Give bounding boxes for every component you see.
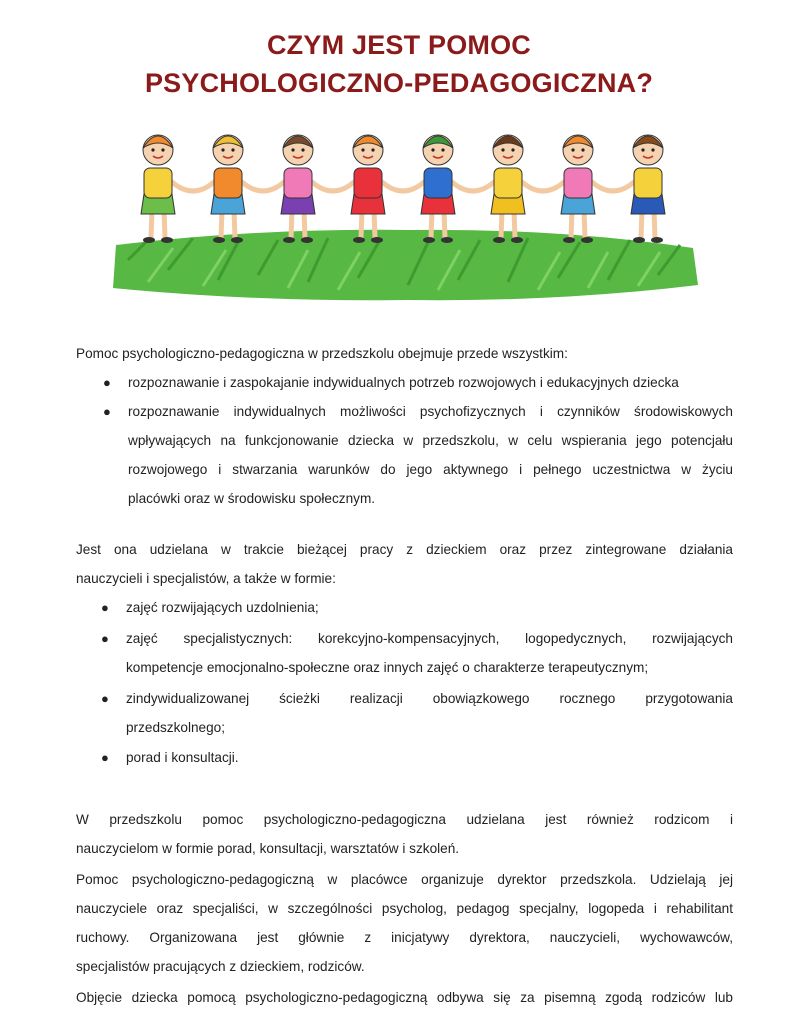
child-figure	[561, 135, 595, 243]
section1-bullet2-line1: rozpoznawanie indywidualnych możliwości psychofizycznych i czynników środowiskowych	[128, 404, 733, 419]
section2-bullet1-line1: zajęć rozwijających uzdolnienia;	[126, 600, 319, 615]
section3-p2-line2: nauczyciele oraz specjaliści, w szczególności psycholog, pedagog specjalny, logopeda i rehabilitant	[76, 901, 733, 916]
section3-p2-line1: Pomoc psychologiczno-pedagogiczną w placówce organizuje dyrektor przedszkola. Udzielają jej	[76, 872, 733, 887]
child-figure	[141, 135, 175, 243]
page-title-line-2: PSYCHOLOGICZNO-PEDAGOGICZNA?	[144, 68, 654, 98]
child-figure	[421, 135, 455, 243]
child-figure	[211, 135, 245, 243]
child-figure	[631, 135, 665, 243]
section3-p2-line4: specjalistów pracujących z dzieckiem, rodziców.	[76, 959, 365, 974]
section1-bullet2-line3: rozwojowego i stwarzania warunków do jego aktywnego i pełnego uczestnictwa w życiu	[128, 462, 733, 477]
section3-p3-line1: Objęcie dziecka pomocą psychologiczno-pedagogiczną odbywa się za pisemną zgodą rodziców lub	[76, 990, 733, 1005]
bullet-icon: ●	[103, 375, 111, 390]
grass-icon	[113, 230, 698, 300]
child-figure	[491, 135, 525, 243]
section2-intro-line2: nauczycieli i specjalistów, a także w formie:	[76, 571, 336, 586]
section3-p2-line3: ruchowy. Organizowana jest głównie z inicjatywy dyrektora, nauczycieli, wychowawców,	[76, 930, 733, 945]
section3-p1-line2: nauczycielom w formie porad, konsultacji, warsztatów i szkoleń.	[76, 841, 460, 856]
child-figure	[281, 135, 315, 243]
section2-bullet4-line1: porad i konsultacji.	[126, 750, 239, 765]
section1-bullet2-line4: placówki oraz w środowisku społecznym.	[128, 491, 376, 506]
bullet-icon: ●	[101, 631, 109, 646]
section2-intro-line1: Jest ona udzielana w trakcie bieżącej pracy z dzieckiem oraz przez zintegrowane działania	[76, 542, 733, 557]
section2-bullet3-line2: przedszkolnego;	[126, 720, 225, 735]
page-title-line-1: CZYM JEST POMOC	[266, 30, 532, 60]
bullet-icon: ●	[101, 600, 109, 615]
section3-p1-line1: W przedszkolu pomoc psychologiczno-pedagogiczna udzielana jest również rodzicom i	[76, 812, 733, 827]
section1-intro: Pomoc psychologiczno-pedagogiczna w przedszkolu obejmuje przede wszystkim:	[76, 346, 568, 361]
section2-bullet3-line1: zindywidualizowanej ścieżki realizacji obowiązkowego rocznego przygotowania	[126, 691, 733, 706]
section1-bullet2-line2: wpływających na funkcjonowanie dziecka w przedszkolu, w celu wspierania jego potencjału	[128, 433, 733, 448]
section2-bullet2-line1: zajęć specjalistycznych: korekcyjno-kompensacyjnych, logopedycznych, rozwijających	[126, 631, 733, 646]
bullet-icon: ●	[101, 691, 109, 706]
section1-bullet1-line1: rozpoznawanie i zaspokajanie indywidualnych potrzeb rozwojowych i edukacyjnych dziecka	[128, 375, 679, 390]
bullet-icon: ●	[103, 404, 111, 419]
children-holding-hands-illustration	[108, 110, 698, 310]
section2-bullet2-line2: kompetencje emocjonalno-społeczne oraz innych zajęć o charakterze terapeutycznym;	[126, 660, 649, 675]
child-figure	[351, 135, 385, 243]
bullet-icon: ●	[101, 750, 109, 765]
